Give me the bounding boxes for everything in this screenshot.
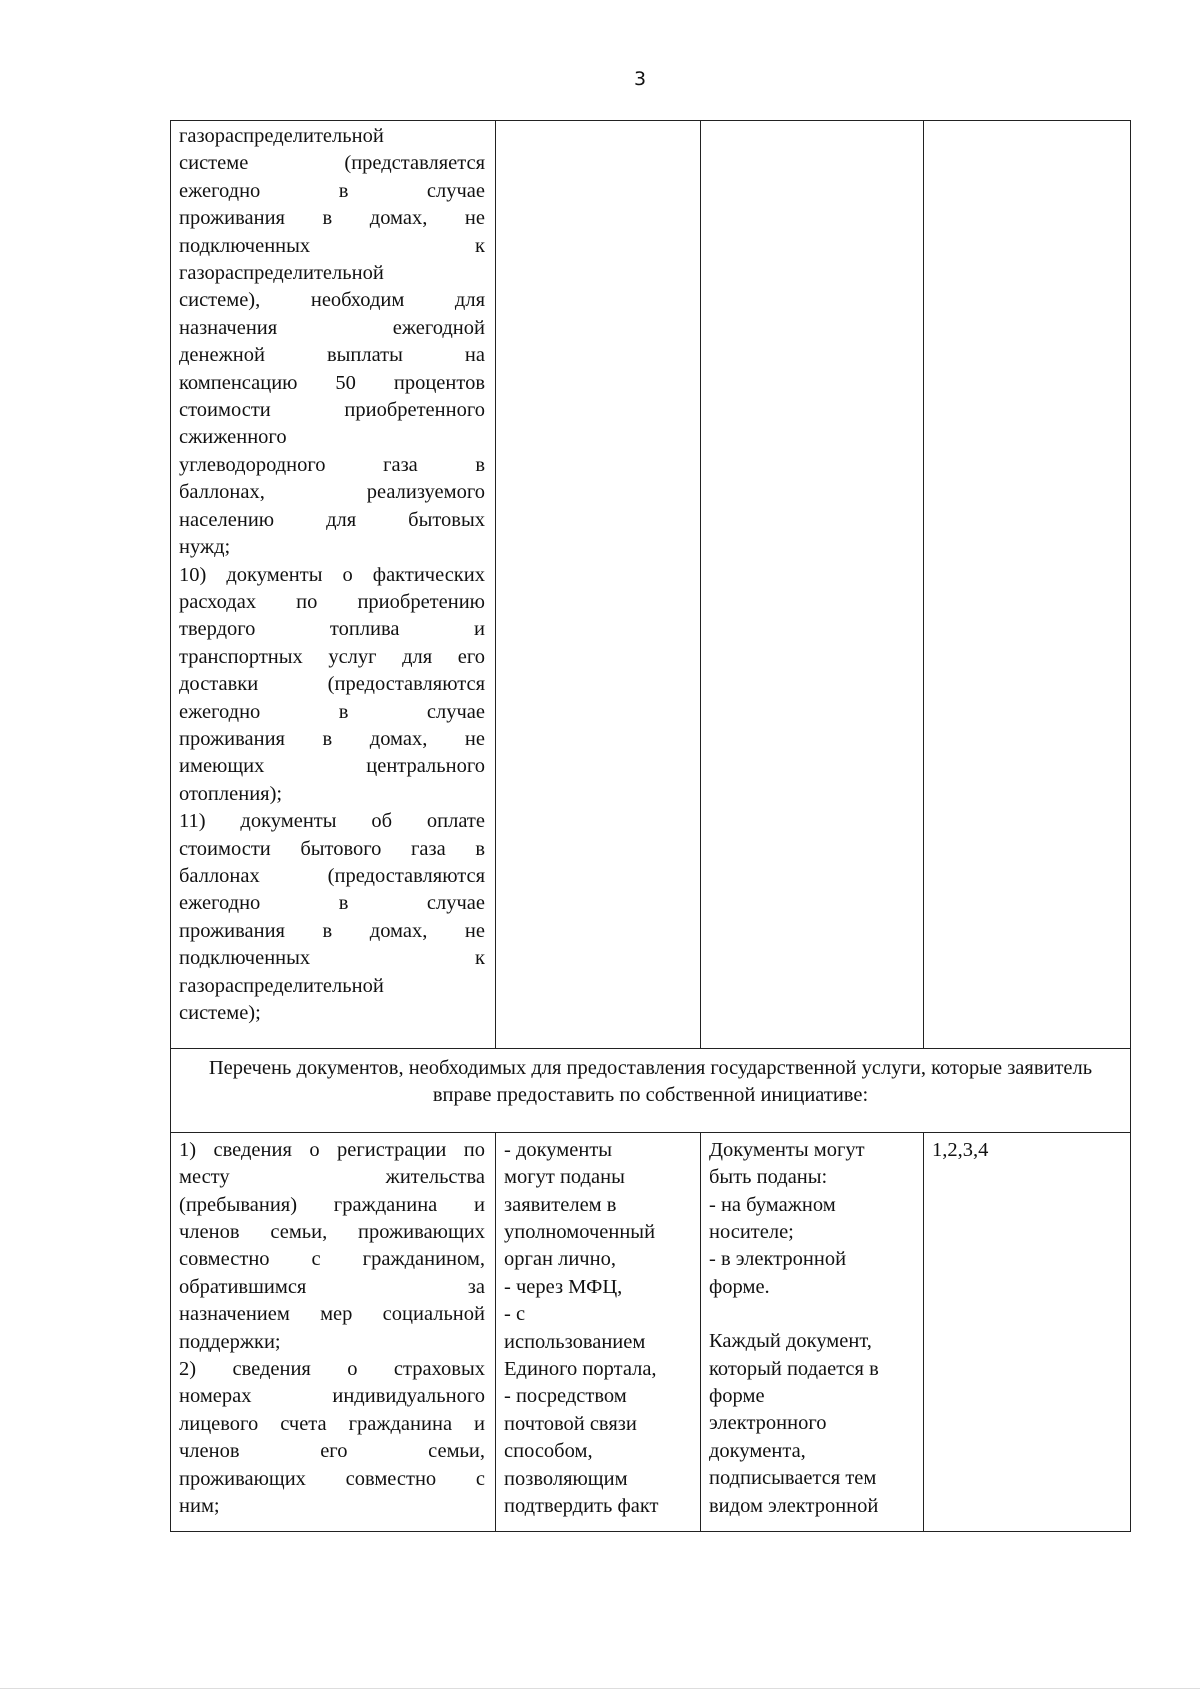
cell-empty xyxy=(496,121,701,1049)
text-line: поддержки; xyxy=(179,1330,281,1353)
text-line: расходах по приобретению xyxy=(179,590,485,613)
cell-optional-documents xyxy=(171,1132,496,1531)
text-line: использованием xyxy=(504,1330,646,1353)
text-line: орган лично, xyxy=(504,1248,616,1271)
text-line: проживания в домах, не xyxy=(179,207,485,230)
text-line: членов семьи, проживающих xyxy=(179,1221,485,1244)
text-line: Единого портала, xyxy=(504,1358,657,1381)
text-line: отопления); xyxy=(179,782,283,805)
text-line: 11) документы об оплате xyxy=(179,810,485,833)
text-line: могут поданы xyxy=(504,1166,625,1189)
text-line: имеющих центрального xyxy=(179,755,485,778)
text-line: ним; xyxy=(179,1495,220,1518)
line-container xyxy=(179,1137,485,1521)
text-line: уполномоченный xyxy=(504,1221,656,1244)
spacer xyxy=(709,1301,913,1328)
cell-empty xyxy=(701,121,924,1049)
text-line: сжиженного xyxy=(179,426,287,449)
text-line: газораспределительной xyxy=(179,125,384,147)
text-line: форме. xyxy=(709,1275,770,1298)
text-line: транспортных услуг для его xyxy=(179,645,485,668)
text-line: - документы xyxy=(504,1138,613,1161)
text-line: позволяющим xyxy=(504,1467,628,1490)
text-line: Каждый документ, xyxy=(709,1330,872,1353)
text-line: системе), необходим для xyxy=(179,289,485,312)
text-line: - посредством xyxy=(504,1385,627,1408)
text-line: электронного xyxy=(709,1412,827,1435)
documents-table xyxy=(170,120,1131,1532)
line-container xyxy=(709,1137,913,1301)
text-line: совместно с гражданином, xyxy=(179,1248,485,1271)
scan-edge xyxy=(0,1688,1200,1689)
text-line: проживания в домах, не xyxy=(179,727,485,750)
table-row-continuation xyxy=(171,121,1131,1049)
text-line: проживания в домах, не xyxy=(179,919,485,942)
text-line: подписывается тем xyxy=(709,1467,877,1490)
text-line: баллонах, реализуемого xyxy=(179,481,485,504)
line-container xyxy=(504,1137,690,1521)
text-line: - с xyxy=(504,1303,526,1326)
text-line: компенсацию 50 процентов xyxy=(179,371,485,394)
text-line: газораспределительной xyxy=(179,262,384,285)
text-line: (пребывания) гражданина и xyxy=(179,1193,485,1216)
text-line: стоимости приобретенного xyxy=(179,399,485,422)
text-line: 2) сведения о страховых xyxy=(179,1358,485,1381)
text-line: ежегодно в случае xyxy=(179,179,485,202)
text-line: быть поданы: xyxy=(709,1166,828,1189)
text-line: подключенных к xyxy=(179,234,485,257)
cell-submission-form xyxy=(701,1132,924,1531)
text-line: - на бумажном xyxy=(709,1193,836,1216)
text-line: номерах индивидуального xyxy=(179,1385,485,1408)
cell-submission-methods xyxy=(496,1132,701,1531)
text-line: который подается в xyxy=(709,1357,879,1380)
text-line: носителе; xyxy=(709,1221,794,1244)
text-line: подтвердить факт xyxy=(504,1495,659,1518)
text-line: газораспределительной xyxy=(179,974,384,997)
text-line: - в электронной xyxy=(709,1248,847,1271)
text-line: 1) сведения о регистрации по xyxy=(179,1138,485,1161)
cell-reference-numbers: 1,2,3,4 xyxy=(924,1132,1131,1531)
text-line: заявителем в xyxy=(504,1193,617,1216)
text-line: документа, xyxy=(709,1439,806,1462)
line-container xyxy=(709,1328,913,1520)
page-number: 3 xyxy=(633,68,647,90)
line-container xyxy=(179,123,485,1027)
text-line: системе (представляется xyxy=(179,152,485,175)
text-line: 10) документы о фактических xyxy=(179,563,485,586)
table-row-section-header xyxy=(171,1049,1131,1133)
text-line: проживающих совместно с xyxy=(179,1467,485,1490)
text-line: - через МФЦ, xyxy=(504,1275,623,1298)
cell-empty xyxy=(924,121,1131,1049)
text-line: баллонах (предоставляются xyxy=(179,864,485,887)
text-line: способом, xyxy=(504,1440,593,1463)
text-line: доставки (предоставляются xyxy=(179,673,485,696)
text-line: населению для бытовых xyxy=(179,508,485,531)
text-line: почтовой связи xyxy=(504,1412,637,1435)
text-line: стоимости бытового газа в xyxy=(179,837,485,860)
cell-document-list-continued xyxy=(171,121,496,1049)
text-line: форме xyxy=(709,1385,765,1408)
text-line: месту жительства xyxy=(179,1166,485,1189)
text-line: видом электронной xyxy=(709,1494,879,1517)
text-line: углеводородного газа в xyxy=(179,453,485,476)
text-line: подключенных к xyxy=(179,947,485,970)
text-line: назначения ежегодной xyxy=(179,316,485,339)
text-line: членов его семьи, xyxy=(179,1440,485,1463)
text-line: ежегодно в случае xyxy=(179,700,485,723)
table-row-optional-documents xyxy=(171,1132,1131,1531)
text-line: системе); xyxy=(179,1002,261,1024)
text-line: твердого топлива и xyxy=(179,618,485,641)
text-line: денежной выплаты на xyxy=(179,344,485,367)
text-line: Документы могут xyxy=(709,1138,865,1161)
text-line: назначением мер социальной xyxy=(179,1303,485,1326)
text-line: лицевого счета гражданина и xyxy=(179,1412,485,1435)
text-line: нужд; xyxy=(179,536,231,559)
text-line: ежегодно в случае xyxy=(179,892,485,915)
section-header: Перечень документов, необходимых для предоставления государственной услуги, которые заявитель вправе предоставить по собственной инициативе: xyxy=(171,1049,1131,1133)
text-line: обратившимся за xyxy=(179,1275,485,1298)
